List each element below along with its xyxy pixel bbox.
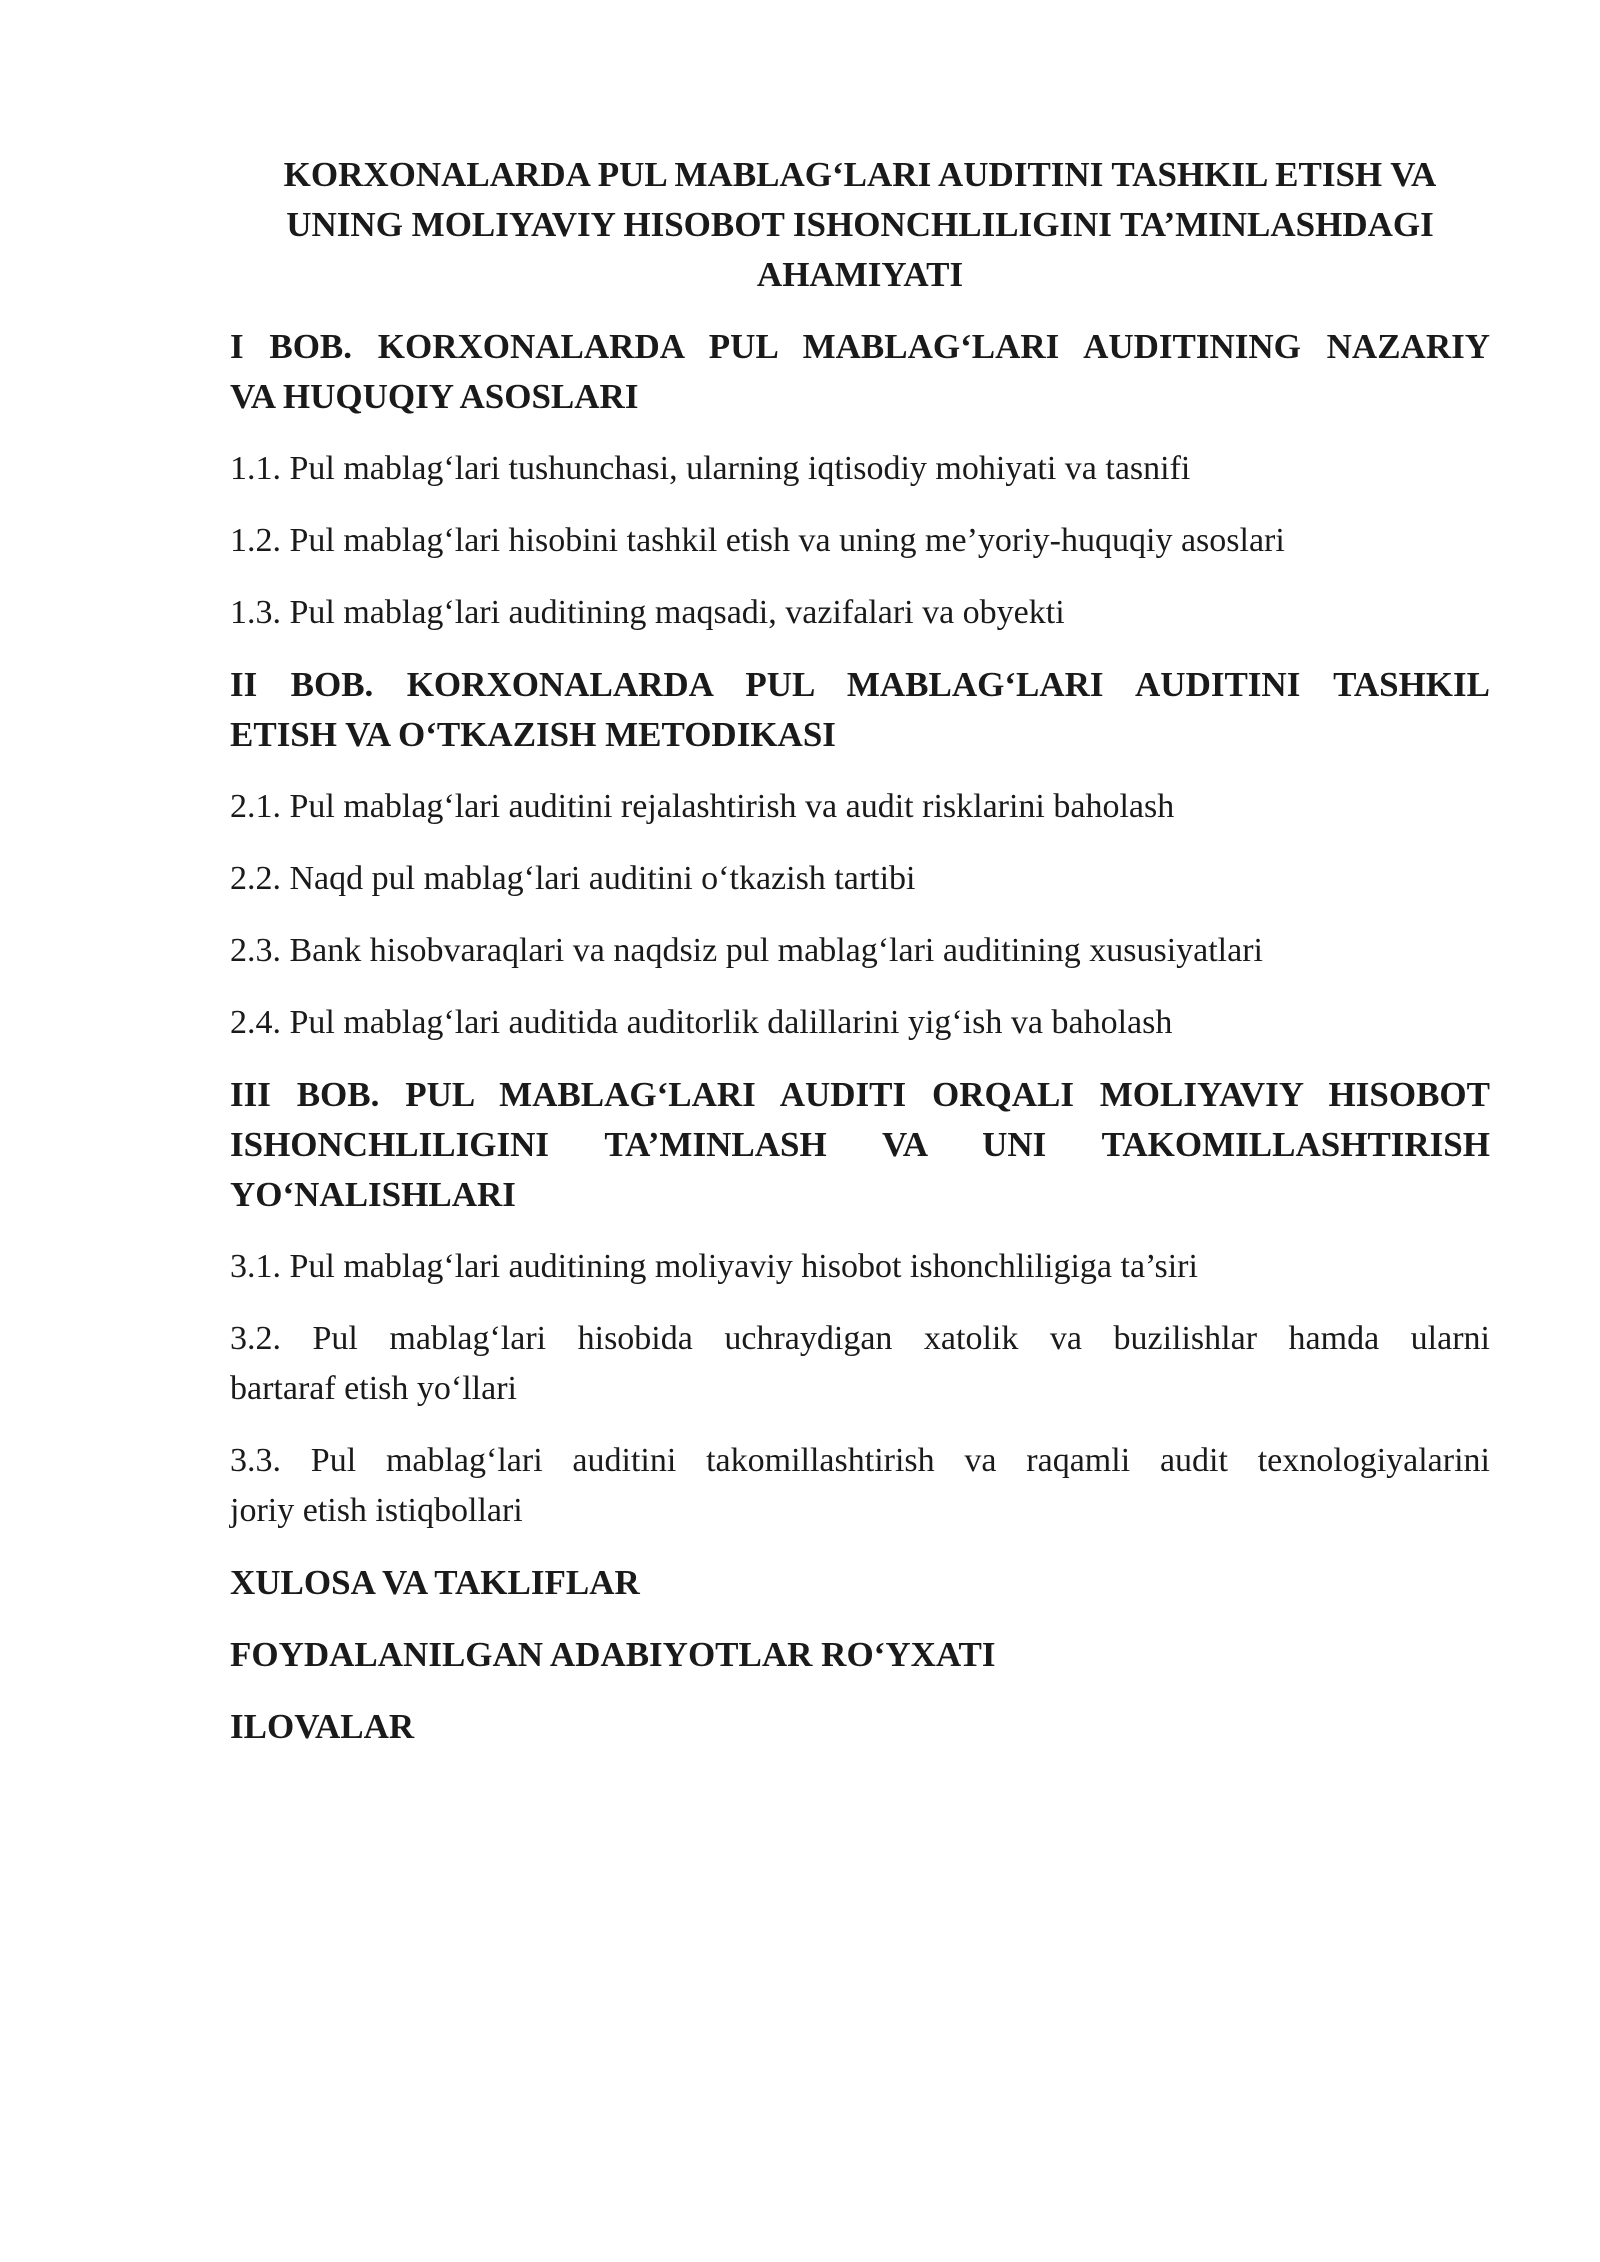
section-3-2 (230, 1314, 1490, 1414)
section-2-3: 2.3. Bank hisobvaraqlari va naqdsiz pul mablag‘lari auditining xususiyatlari (230, 932, 1263, 969)
section-3-3 (230, 1436, 1490, 1536)
chapter-3-heading-line: III BOB. PUL MABLAG‘LARI AUDITI ORQALI MOLIYAVIY HISOBOT (230, 1075, 1490, 1114)
document-title (230, 150, 1490, 300)
section-3-2-line: bartaraf etish yo‘llari (230, 1370, 517, 1407)
chapter-1-heading-line: I BOB. KORXONALARDA PUL MABLAG‘LARI AUDITINING NAZARIY (230, 327, 1490, 366)
section-3-3-line: 3.3. Pul mablag‘lari auditini takomillashtirish va raqamli audit texnologiyalarini (230, 1442, 1490, 1479)
chapter-1-heading (230, 322, 1490, 422)
chapter-3-heading (230, 1070, 1490, 1220)
appendices-heading: ILOVALAR (230, 1707, 415, 1746)
section-3-2-line: 3.2. Pul mablag‘lari hisobida uchraydigan xatolik va buzilishlar hamda ularni (230, 1320, 1490, 1357)
conclusion-heading: XULOSA VA TAKLIFLAR (230, 1563, 640, 1602)
chapter-2-heading (230, 660, 1490, 760)
section-2-1: 2.1. Pul mablag‘lari auditini rejalashtirish va audit risklarini baholash (230, 788, 1175, 825)
references-heading: FOYDALANILGAN ADABIYOTLAR RO‘YXATI (230, 1635, 996, 1674)
chapter-3-heading-line: ISHONCHLILIGINI TA’MINLASH VA UNI TAKOMILLASHTIRISH (230, 1125, 1490, 1164)
chapter-2-heading-line: ETISH VA O‘TKAZISH METODIKASI (230, 715, 836, 754)
chapter-3-heading-line: YO‘NALISHLARI (230, 1175, 516, 1214)
section-3-3-line: joriy etish istiqbollari (230, 1492, 523, 1529)
document-page (230, 150, 1490, 1774)
section-2-4: 2.4. Pul mablag‘lari auditida auditorlik dalillarini yig‘ish va baholash (230, 1004, 1173, 1041)
section-1-2: 1.2. Pul mablag‘lari hisobini tashkil etish va uning me’yoriy-huquqiy asoslari (230, 522, 1285, 559)
document-title-line: KORXONALARDA PUL MABLAG‘LARI AUDITINI TASHKIL ETISH VA (283, 155, 1437, 194)
section-1-1: 1.1. Pul mablag‘lari tushunchasi, ularning iqtisodiy mohiyati va tasnifi (230, 450, 1191, 487)
section-1-3: 1.3. Pul mablag‘lari auditining maqsadi, vazifalari va obyekti (230, 594, 1065, 631)
document-title-line: AHAMIYATI (756, 255, 964, 294)
document-title-line: UNING MOLIYAVIY HISOBOT ISHONCHLILIGINI TA’MINLASHDAGI (286, 205, 1434, 244)
section-3-1: 3.1. Pul mablag‘lari auditining moliyaviy hisobot ishonchliligiga ta’siri (230, 1248, 1198, 1285)
chapter-2-heading-line: II BOB. KORXONALARDA PUL MABLAG‘LARI AUDITINI TASHKIL (230, 665, 1490, 704)
section-2-2: 2.2. Naqd pul mablag‘lari auditini o‘tkazish tartibi (230, 860, 916, 897)
chapter-1-heading-line: VA HUQUQIY ASOSLARI (230, 377, 639, 416)
